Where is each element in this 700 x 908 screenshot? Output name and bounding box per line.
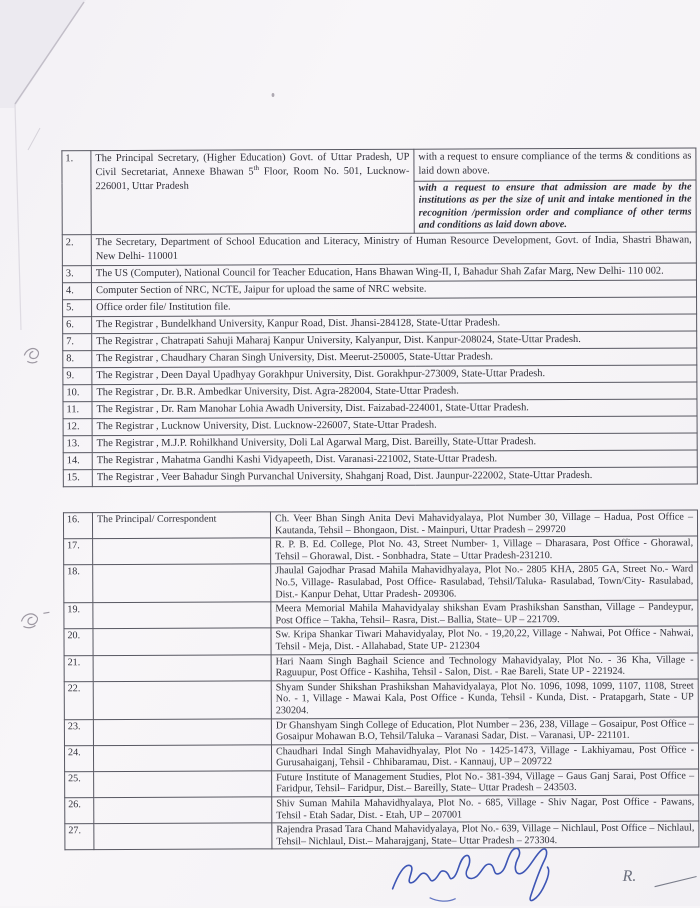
institution-cell: Ch. Veer Bhan Singh Anita Devi Mahavidyalaya, Plot Number 30, Village – Hadua, Post Office – Kautanda, Tehsil – Bhongaon, Dist. - Mainpuri, Uttar Pradesh – 299720 [270, 510, 697, 538]
row-number-cell: 23. [64, 719, 93, 745]
row-text-cell: The Secretary, Department of School Education and Literacy, Ministry of Human Resource Development, Govt. of India, Shastri Bhawan, New Delhi- 110001 [91, 232, 696, 266]
table-row [64, 562, 698, 603]
note-italic-cell: with a request to ensure that admission are made by the institutions as per the size of unit and intake mentioned in the recognition /permission order and compliance of other terms and conditions as laid down above. [414, 180, 696, 233]
institution-cell: Chaudhari Indal Singh Mahavidhyalay, Plot No - 1425-1473, Village - Lakhiyamau, Post Office - Gurusahaiganj, Tehsil - Chhibaramau, Dist. - Kannauj, UP – 209722 [271, 743, 698, 771]
empty-cell [93, 538, 271, 565]
row-text-cell: The Registrar , Veer Bahadur Singh Purvanchal University, Shahganj Road, Dist. Jaunpur-222002, State-Uttar Pradesh. [92, 467, 697, 487]
margin-punch-mark-icon [24, 349, 38, 363]
addressee-text: The Principal Secretary, (Higher Education) Govt. of Uttar Pradesh, UP Civil Secretariat, Annexe Bhawan 5 [95, 151, 410, 179]
row-number-cell: 27. [65, 824, 94, 850]
institution-cell: Meera Memorial Mahila Mahavidyalay shikshan Evam Prashikshan Sansthan, Village – Pandeypur, Post Office – Takha, Tehsil– Rasra, Dist.– Ballia, State– UP – 221709. [271, 600, 698, 628]
table-row [63, 510, 697, 539]
row-text-cell: Office order file/ Institution file. [92, 297, 697, 317]
institution-cell: Dr Ghanshyam Singh College of Education, Plot Number – 236, 238, Village – Gosaipur, Post Office – Gosaipur Mohawan B.O, Tehsil/Taluka – Varanasi Sadar, Dist. – Varanasi, UP- 221101. [271, 716, 698, 744]
principal-label-cell: The Principal/ Correspondent [92, 512, 270, 539]
table-row [65, 769, 699, 798]
table-row [64, 679, 698, 720]
institution-table [63, 509, 699, 850]
note-plain-cell: with a request to ensure compliance of the terms & conditions as laid down above. [414, 148, 696, 181]
empty-cell [93, 602, 271, 629]
dispatch-table [61, 147, 697, 487]
table-row [62, 148, 696, 183]
table-row [64, 716, 698, 745]
row-number-cell: 12. [63, 419, 92, 436]
empty-cell [93, 628, 271, 655]
empty-cell [94, 823, 272, 850]
row-text-cell: The Registrar , Lucknow University, Dist. Lucknow-226007, State-Uttar Pradesh. [92, 416, 697, 436]
table-row [65, 821, 699, 850]
institution-cell: R. P. B. Ed. College, Plot No. 43, Street Number- 1, Village – Dharasara, Post Office - Ghorawal, Tehsil – Ghorawal, Dist. - Sonbhadra, State – Uttar Pradesh-231210. [271, 536, 698, 564]
empty-cell [93, 564, 271, 603]
row-number-cell: 14. [63, 453, 92, 470]
table-row [63, 467, 697, 487]
table-row [64, 653, 698, 682]
row-number-cell: 19. [64, 603, 93, 629]
row-number-cell: 6. [63, 317, 92, 334]
pen-initial: R. [622, 867, 637, 885]
row-number-cell: 3. [62, 266, 91, 283]
table-row [64, 626, 698, 655]
row-number-cell: 11. [63, 402, 92, 419]
row-number-cell: 9. [63, 368, 92, 385]
ordinal-superscript: th [253, 163, 260, 172]
row-number-cell: 5. [63, 300, 92, 317]
empty-cell [93, 654, 271, 681]
empty-cell [93, 745, 271, 772]
empty-cell [93, 718, 271, 745]
institution-cell: Hari Naam Singh Baghail Science and Technology Mahavidyalay, Plot No. - 36 Kha, Village - Raguupur, Post Office - Kashiha, Tehsil - Salon, Dist. - Rae Bareli, State UP - 221924. [271, 653, 698, 681]
row-number-cell: 20. [64, 629, 93, 655]
row-number-cell: 26. [65, 798, 94, 824]
empty-cell [93, 681, 271, 720]
row-number-cell: 8. [63, 351, 92, 368]
addressee-text-cont: Floor, Room No. 501, Lucknow-226001, Uttar Pradesh [95, 165, 410, 193]
row-number-cell: 10. [63, 385, 92, 402]
row-text-cell: The US (Computer), National Council for Teacher Education, Hans Bhawan Wing-II, I, Bahadur Shah Zafar Marg, New Delhi- 110 002. [91, 263, 696, 283]
institution-cell: Shiv Suman Mahila Mahavidhyalaya, Plot No. - 685, Village - Shiv Nagar, Post Office - Pawans, Tehsil - Etah Sadar, Dist. - Etah, UP – 207001 [272, 795, 699, 823]
margin-punch-mark-icon [21, 612, 49, 628]
addressee-cell [91, 149, 414, 235]
institution-cell: Rajendra Prasad Tara Chand Mahavidyalaya, Plot No.- 639, Village – Nichlaul, Post Office – Nichlaul, Tehsil– Nichlaul, Dist.– Maharajganj, State– Uttar Pradesh – 273304. [272, 821, 699, 849]
row-text-cell: The Registrar , Mahatma Gandhi Kashi Vidyapeeth, Dist. Varanasi-221002, State-Uttar Pradesh. [92, 450, 697, 470]
table-row [64, 600, 698, 629]
table-row [64, 743, 698, 772]
pen-tick-mark [655, 876, 697, 886]
row-number-cell: 7. [63, 334, 92, 351]
row-text-cell: The Registrar , Dr. Ram Manohar Lohia Awadh University, Dist. Faizabad-224001, State-Uttar Pradesh. [92, 399, 697, 419]
row-number-cell: 4. [62, 283, 91, 300]
row-text-cell: The Registrar , Deen Dayal Upadhyay Gorakhpur University, Dist. Gorakhpur-273009, State-Uttar Pradesh. [92, 365, 697, 385]
institution-cell: Shyam Sunder Shikshan Prashikshan Mahavidyalaya, Plot No. 1096, 1098, 1099, 1107, 1108, Street No. - 1, Village - Mawai Kala, Post Office - Kunda, Tehsil - Kunda, Dist. - Pratapgarh, State - UP 230204. [271, 679, 698, 719]
row-number-cell: 22. [64, 681, 93, 719]
row-number-cell: 13. [63, 436, 92, 453]
row-number-cell: 21. [64, 655, 93, 681]
empty-cell [94, 797, 272, 824]
row-number-cell: 1. [62, 151, 91, 235]
table-row [62, 232, 696, 266]
row-number-cell: 25. [65, 771, 94, 797]
row-number-cell: 24. [64, 745, 93, 771]
row-text-cell: The Registrar , Chatrapati Sahuji Maharaj Kanpur University, Kalyanpur, Dist. Kanpur-208024, State-Uttar Pradesh. [92, 331, 697, 351]
row-number-cell: 15. [63, 470, 92, 487]
institution-cell: Jhaulal Gajodhar Prasad Mahila Mahavidhyalaya, Plot No.- 2805 KHA, 2805 GA, Street No.- Ward No.5, Village- Rasulabad, Post Office- Rasulabad, Tehsil/Taluka- Rasulabad, Town/City- Rasulabad, Dist.- Kanpur Dehat, Uttar Pradesh- 209306. [271, 562, 698, 602]
row-text-cell: The Registrar , Chaudhary Charan Singh University, Dist. Meerut-250005, State-Uttar Pradesh. [92, 348, 697, 368]
row-text-cell: Computer Section of NRC, NCTE, Jaipur for upload the same of NRC website. [91, 280, 696, 300]
institution-cell: Future Institute of Management Studies, Plot No.- 381-394, Village – Gaus Ganj Sarai, Post Office – Faridpur, Tehsil– Faridpur, Dist.– Bareilly, State– Uttar Pradesh – 243503. [272, 769, 699, 797]
row-number-cell: 17. [64, 539, 93, 565]
row-number-cell: 18. [64, 565, 93, 603]
table-row [64, 536, 698, 565]
row-text-cell: The Registrar , M.J.P. Rohilkhand University, Doli Lal Agarwal Marg, Dist. Bareilly, State-Uttar Pradesh. [92, 433, 697, 453]
table-row [65, 795, 699, 824]
row-number-cell: 2. [62, 235, 91, 266]
row-number-cell: 16. [63, 513, 92, 539]
row-text-cell: The Registrar , Bundelkhand University, Kanpur Road, Dist. Jhansi-284128, State-Uttar Pradesh. [92, 314, 697, 334]
signature-underline [430, 898, 456, 902]
institution-cell: Sw. Kripa Shankar Tiwari Mahavidyalay, Plot No. - 19,20,22, Village - Nahwai, Pot Office - Nahwai, Tehsil - Meja, Dist. - Allahabad, State UP- 212304 [271, 626, 698, 654]
row-text-cell: The Registrar , Dr. B.R. Ambedkar University, Dist. Agra-282004, State-Uttar Pradesh. [92, 382, 697, 402]
empty-cell [94, 771, 272, 798]
signature-scribble [392, 848, 548, 901]
